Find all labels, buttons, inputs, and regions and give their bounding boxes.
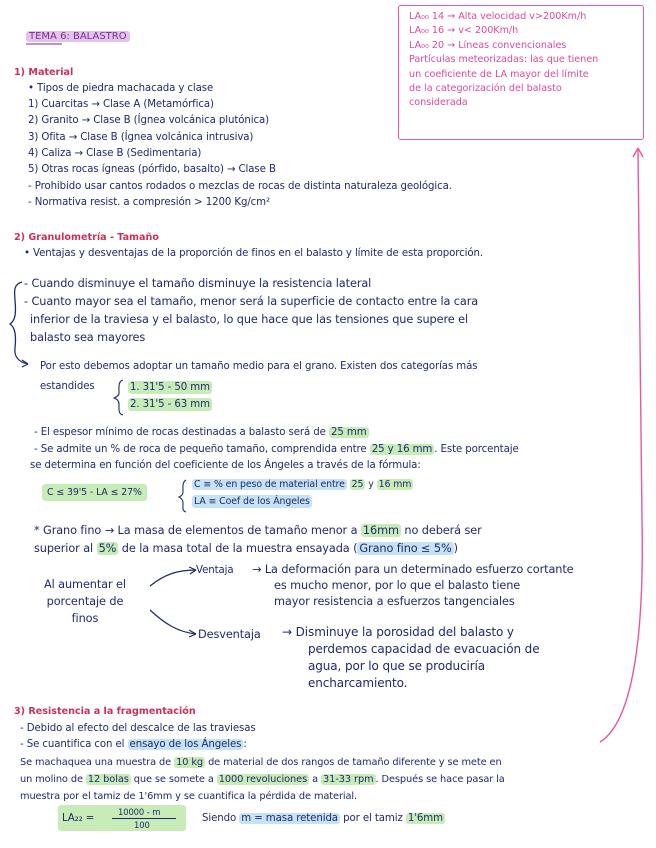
fragmentacion-text: a [312,774,319,785]
granulometria-point: - Cuando disminuye el tamaño disminuye la resistencia lateral [24,277,372,290]
grano-fino-text: de la masa total de la muestra ensayada ( [121,542,358,555]
material-bullet: • Tipos de piedra machacada y clase [28,83,214,94]
ventaja-line: mayor resistencia a esfuerzos tangenciales [274,595,515,608]
box-line: de la categorización del balasto [409,83,562,95]
formula-c-mid: y [368,479,374,490]
fragmentacion-colon: : [243,739,247,750]
aumentar-line: porcentaje de [46,595,124,608]
box-line: considerada [409,97,468,109]
categories-brace [114,380,123,415]
siendo-text: por el tamiz [343,813,403,824]
tamiz-size: 1'6mm [407,813,443,824]
espesor-text: - El espesor mínimo de rocas destinadas a balasto será de [34,427,326,438]
admite-text: - Se admite un % de roca de pequeño tamaño, comprendida entre [34,444,367,455]
fragmentacion-line: - Debido al efecto del descalce de las traviesas [20,723,256,734]
ventaja-line: → La deformación para un determinado esfuerzo cortante [252,563,574,576]
fragmentacion-text: un molino de [20,774,83,785]
fragmentacion-text: que se somete a [133,774,214,785]
ventaja-label: Ventaja [196,565,234,576]
box-line: LA₀₀ 16 → v< 200Km/h [409,25,519,37]
ventaja-line: es mucho menor, por lo que el balasto tiene [274,579,521,592]
formula-c-v1: 25 [351,479,364,490]
granulometria-point: inferior de la traviesa y el balasto, lo que hace que las tensiones que supere el [30,313,468,326]
section-heading-granulometria: 2) Granulometría - Tamaño [14,232,159,243]
grano-fino-text: superior al [34,542,94,555]
fragmentacion-text: - Se cuantifica con el [20,739,125,750]
formula-c-v2: 16 mm [378,479,412,490]
granulometria-point: balasto sea mayores [30,331,146,344]
revoluciones: 1000 revoluciones [218,774,308,785]
fragmentacion-text: . Después se hace pasar la [375,774,505,785]
desventaja-label: Desventaja [198,628,261,641]
pink-link-arrow [600,150,642,742]
formula-c-def-text: C ≡ % en peso de material entre [194,479,345,490]
material-note: - Normativa resist. a compresión > 1200 Kg/cm² [28,197,270,208]
grano-fino-size: 16mm [362,524,399,537]
rpm: 31-33 rpm [323,774,374,785]
grano-fino-text: * Grano fino → La masa de elementos de tamaño menor a [34,524,358,537]
grano-fino-percent: 5% [98,542,117,555]
granulometria-point: - Cuanto mayor sea el tamaño, menor será la superficie de contacto entre la cara [24,295,479,308]
admite-range: 25 y 16 mm [371,444,433,455]
material-item: 1) Cuarcitas → Clase A (Metamórfica) [28,99,214,110]
desventaja-line: agua, por lo que se produciría [308,659,486,673]
formula-la-def: LA ≡ Coef de los Ángeles [194,496,310,507]
formula-brace [179,480,186,512]
granulometria-bullet: • Ventajas y desventajas de la proporción de finos en el balasto y límite de esta proporción. [24,248,483,259]
fragmentacion-text: de material de dos rangos de tamaño diferente y se mete en [208,757,502,768]
admite-line-2: se determina en función del coeficiente de los Ángeles a través de la fórmula: [30,460,421,471]
formula-la-lhs: LA₂₂ = [62,813,95,824]
grano-fino-limit: Grano fino ≤ 5% [359,542,452,555]
fragmentacion-line: muestra por el tamiz de 1'6mm y se cuantifica la pérdida de material. [20,791,358,802]
box-line: Partículas meteorizadas: las que tienen [409,54,599,66]
material-item: 2) Granito → Clase B (Ígnea volcánica plutónica) [28,115,270,126]
material-item: 5) Otras rocas ígneas (pórfido, basalto) → Clase B [28,164,276,175]
muestra-peso: 10 kg [176,757,204,768]
fragmentacion-text: Se machaquea una muestra de [20,757,172,768]
granulometria-conclusion: Por esto debemos adoptar un tamaño medio para el grano. Existen dos categorías más [40,361,478,372]
box-line: LA₀₀ 14 → Alta velocidad v>200Km/h [409,11,587,22]
grano-fino-close: ) [453,542,458,555]
desventaja-line: encharcamiento. [308,676,408,690]
material-note: - Prohibido usar cantos rodados o mezclas de rocas de distinta naturaleza geológica. [28,181,452,192]
formula-la-num: 10000 - m [118,807,161,817]
material-item: 4) Caliza → Clase B (Sedimentaria) [28,148,202,159]
desventaja-line: → Disminuye la porosidad del balasto y [282,625,514,639]
category-range: 1. 31'5 - 50 mm [130,382,210,393]
m-definition: m = masa retenida [241,813,338,824]
formula-la-den: 100 [134,820,150,830]
molino-bolas: 12 bolas [87,774,129,785]
espesor-value: 25 mm [330,427,367,438]
aumentar-line: Al aumentar el [44,578,126,591]
aumentar-line: finos [71,612,99,625]
section-heading-fragmentacion: 3) Resistencia a la fragmentación [14,706,196,717]
ensayo-angeles: ensayo de los Ángeles [129,739,242,750]
ventaja-arrow [150,570,196,586]
category-range: 2. 31'5 - 63 mm [130,399,210,410]
section-heading-material: 1) Material [14,67,74,78]
left-brace [10,282,28,364]
formula-c: C ≤ 39'5 - LA ≤ 27% [42,484,147,501]
granulometria-conclusion: estandides [40,381,95,392]
box-line: un coeficiente de LA mayor del límite [409,68,589,80]
desventaja-line: perdemos capacidad de evacuación de [308,642,540,656]
page-title: TEMA 6: BALASTRO [26,31,130,42]
admite-text-end: . Este porcentaje [434,444,519,455]
material-item: 3) Ofita → Clase B (Ígnea volcánica intrusiva) [28,132,254,143]
box-line: LA₀₀ 20 → Líneas convencionales [409,39,567,51]
grano-fino-text-end: no deberá ser [404,524,482,537]
siendo-text: Siendo [202,813,237,824]
